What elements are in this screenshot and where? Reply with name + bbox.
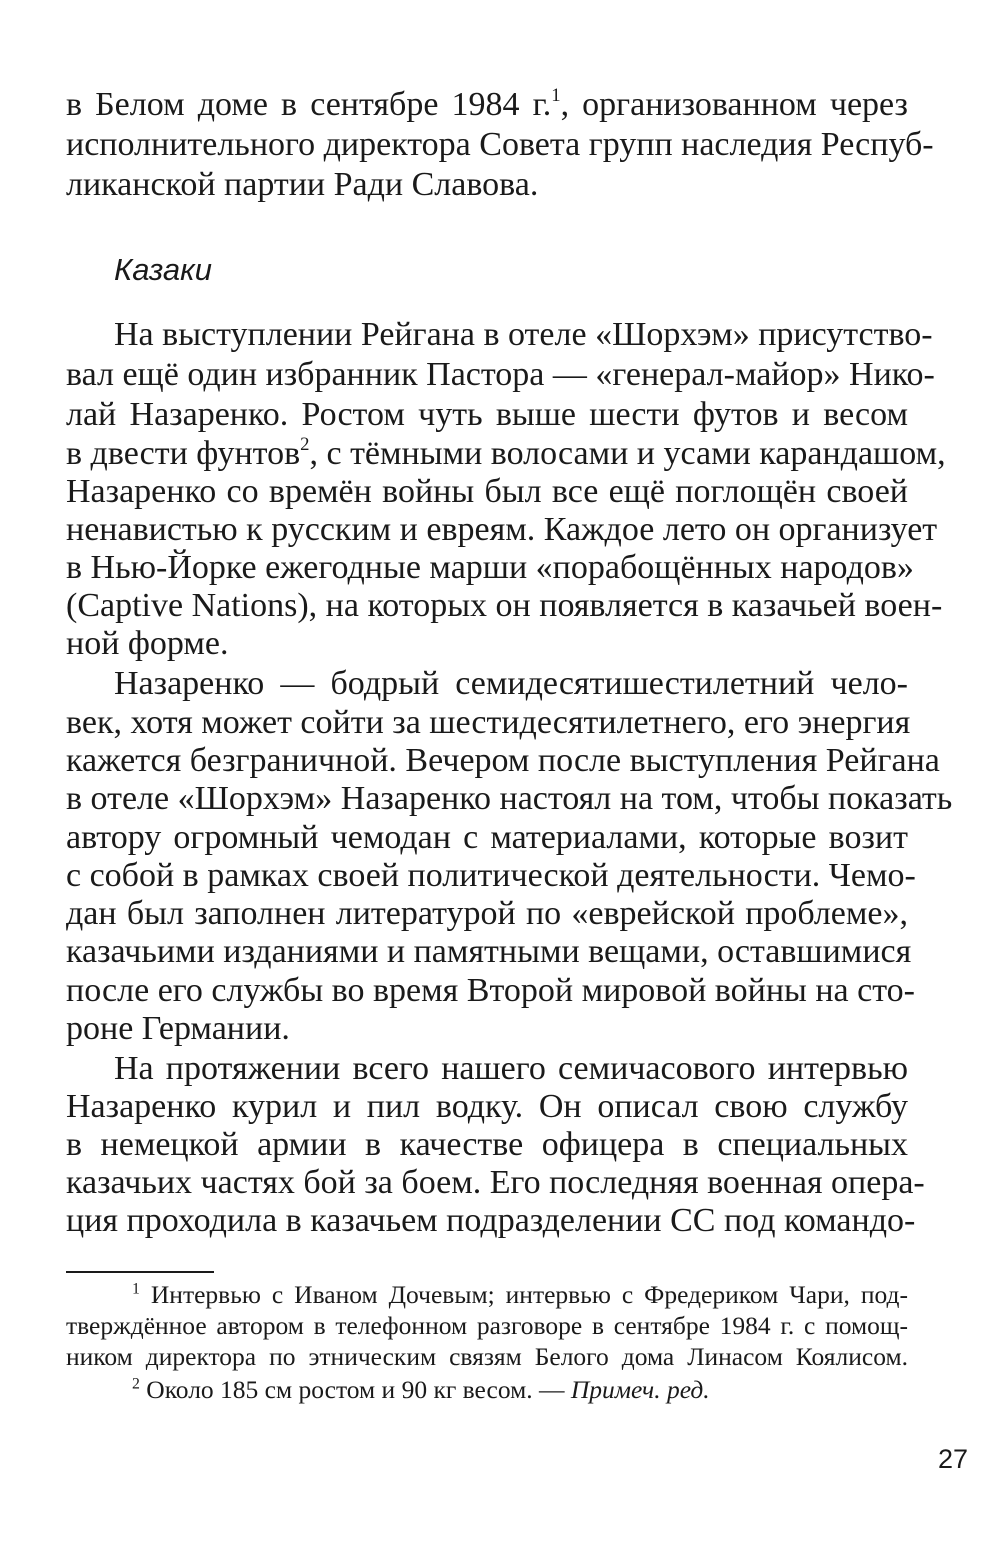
text-line: после его службы во время Второй мировой войны на сто- bbox=[66, 972, 915, 1009]
footnote-ref-2[interactable]: 2 bbox=[300, 433, 310, 455]
text-line: автору огромный чемодан с материалами, которые возит bbox=[66, 819, 908, 856]
text-line: с собой в рамках своей политической деятельности. Чемо- bbox=[66, 857, 916, 894]
footnote-marker: 1 bbox=[132, 1280, 140, 1298]
footnote-ref-1[interactable]: 1 bbox=[551, 84, 561, 106]
footnote-text: Около 185 см ростом и 90 кг весом. — bbox=[139, 1375, 571, 1404]
footnote-text: Интервью с Иваном Дочевым; интервью с Фредериком Чари, под- bbox=[139, 1280, 908, 1309]
page-number: 27 bbox=[938, 1444, 969, 1474]
footnote-line: ником директора по этническим связям Белого дома Линасом Коялисом. bbox=[66, 1342, 908, 1371]
text-line: На выступлении Рейгана в отеле «Шорхэм» присутство- bbox=[114, 316, 933, 353]
text-run: в Белом доме в сентябре 1984 г. bbox=[66, 86, 552, 123]
footnote-2 bbox=[66, 1374, 908, 1405]
footnote-marker: 2 bbox=[132, 1375, 140, 1393]
text-line: казачьими изданиями и памятными вещами, оставшимися bbox=[66, 933, 912, 970]
text-line: исполнительного директора Совета групп наследия Респуб- bbox=[66, 126, 934, 163]
text-line: ненавистью к русским и евреям. Каждое лето он организует bbox=[66, 511, 938, 548]
text-line bbox=[66, 85, 908, 125]
text-line: в немецкой армии в качестве офицера в специальных bbox=[66, 1126, 908, 1163]
text-line: На протяжении всего нашего семичасового интервью bbox=[114, 1050, 908, 1087]
footnote-1 bbox=[66, 1279, 908, 1310]
text-line bbox=[66, 433, 946, 474]
text-line: ция проходила в казачьем подразделении СС под командо- bbox=[66, 1202, 916, 1239]
text-run: , с тёмными волосами и усами карандашом, bbox=[309, 435, 946, 472]
text-line: роне Германии. bbox=[66, 1010, 290, 1047]
footnote-divider bbox=[66, 1271, 214, 1273]
text-line: кажется безграничной. Вечером после выступления Рейгана bbox=[66, 742, 940, 779]
text-line: казачьих частях бой за боем. Его последняя военная опера- bbox=[66, 1164, 925, 1201]
text-line: век, хотя может сойти за шестидесятилетнего, его энергия bbox=[66, 704, 911, 741]
text-line: Назаренко — бодрый семидесятишестилетний чело- bbox=[114, 665, 908, 702]
text-line: ной форме. bbox=[66, 625, 229, 662]
text-line: Назаренко курил и пил водку. Он описал свою службу bbox=[66, 1088, 908, 1125]
text-line: вал ещё один избранник Пастора — «генерал-майор» Нико- bbox=[66, 356, 935, 393]
text-line: дан был заполнен литературой по «еврейской проблеме», bbox=[66, 895, 908, 932]
editor-note: Примеч. ред. bbox=[570, 1375, 710, 1404]
section-heading: Казаки bbox=[114, 252, 213, 287]
text-line: лай Назаренко. Ростом чуть выше шести футов и весом bbox=[66, 396, 908, 433]
text-line: в отеле «Шорхэм» Назаренко настоял на том, чтобы показать bbox=[66, 780, 953, 817]
footnote-line: тверждённое автором в телефонном разговоре в сентябре 1984 г. с помощ- bbox=[66, 1311, 908, 1340]
text-run: , организованном через bbox=[560, 86, 908, 123]
text-line: в Нью-Йорке ежегодные марши «порабощённых народов» bbox=[66, 549, 914, 586]
text-line: (Captive Nations), на которых он появляется в казачьей воен- bbox=[66, 587, 943, 624]
text-run: в двести фунтов bbox=[66, 435, 301, 472]
text-line: ликанской партии Ради Славова. bbox=[66, 166, 539, 203]
text-line: Назаренко со времён войны был все ещё поглощён своей bbox=[66, 473, 908, 510]
